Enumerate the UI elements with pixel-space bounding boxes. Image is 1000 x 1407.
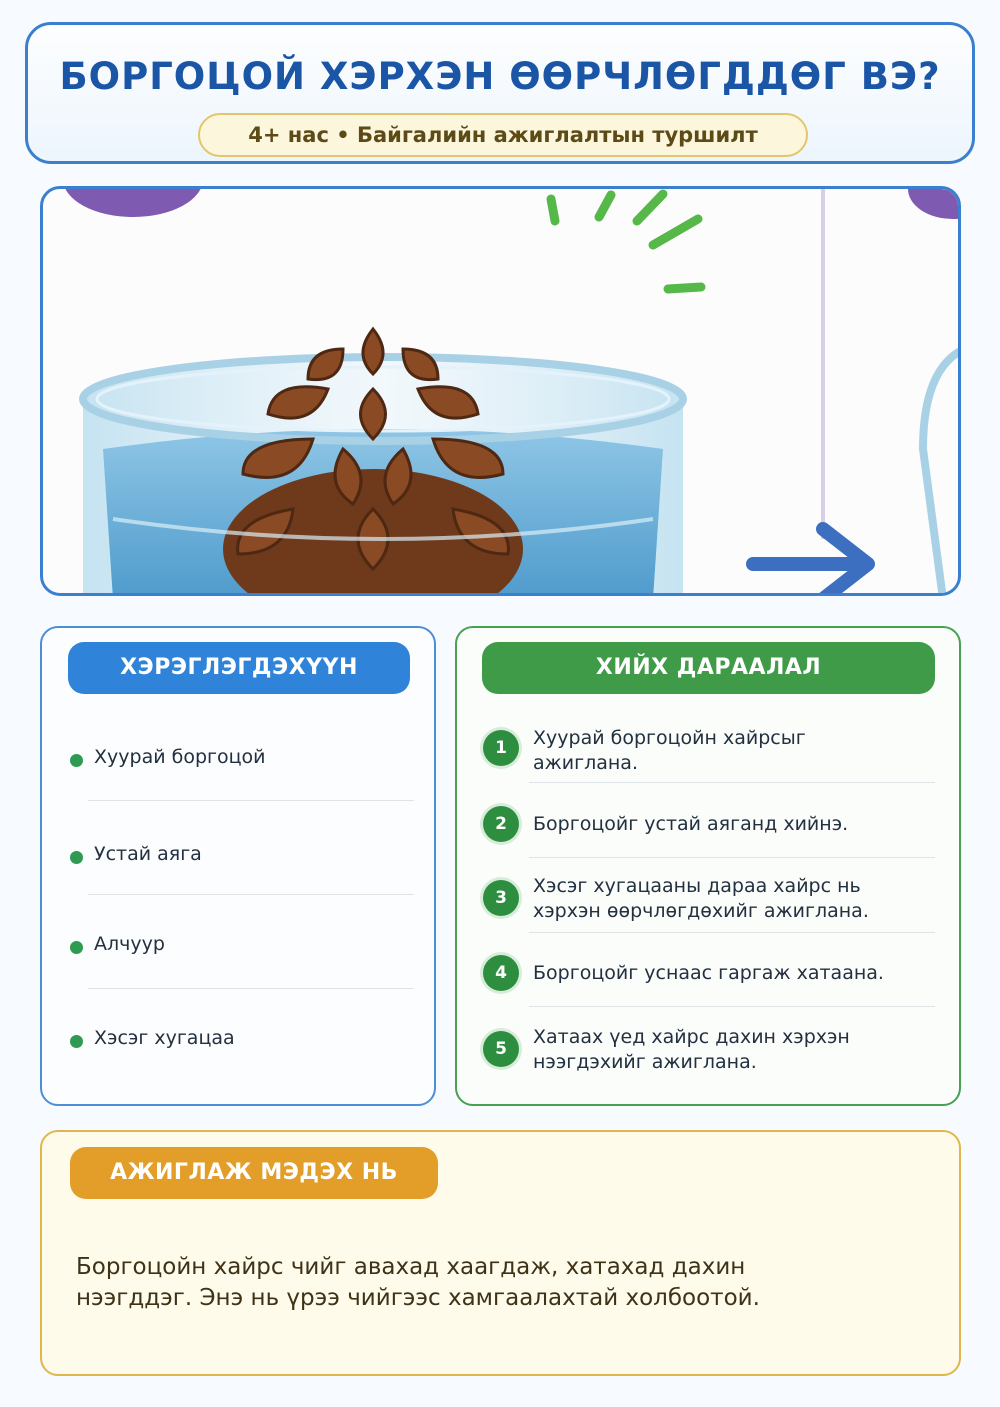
- steps-heading: ХИЙХ ДАРААЛАЛ: [482, 642, 935, 694]
- observation-text-line: Боргоцойн хайрс чийг авахад хаагдаж, хатахад дахин: [76, 1254, 746, 1280]
- material-item: [68, 744, 414, 784]
- observation-text-line: нээгддэг. Энэ нь үрээ чийгээс хамгаалахтай холбоотой.: [76, 1285, 760, 1311]
- materials-heading: ХЭРЭГЛЭГДЭХҮҮН: [68, 642, 410, 694]
- material-item: [68, 841, 414, 881]
- divider: [529, 1006, 935, 1007]
- divider: [88, 800, 414, 801]
- step-text-line: Боргоцойг уснаас гаргаж хатаана.: [533, 962, 884, 984]
- step-text-line: Хуурай боргоцойн хайрсыг: [533, 727, 806, 749]
- step-item: [483, 812, 935, 852]
- bullet-dot-icon: [70, 1035, 83, 1048]
- material-label: Устай аяга: [94, 843, 202, 865]
- divider: [88, 988, 414, 989]
- pine-cone-bowl-illustration: [43, 189, 961, 596]
- header-banner: [25, 22, 975, 164]
- step-item: [483, 1025, 935, 1081]
- material-label: Хэсэг хугацаа: [94, 1027, 235, 1049]
- step-text-line: нээгдэхийг ажиглана.: [533, 1051, 757, 1073]
- step-item: [483, 874, 935, 930]
- material-item: [68, 1025, 414, 1065]
- divider: [529, 932, 935, 933]
- bullet-dot-icon: [70, 851, 83, 864]
- observation-heading: АЖИГЛАЖ МЭДЭХ НЬ: [70, 1147, 438, 1199]
- step-text: [533, 961, 933, 986]
- purple-decor-right: [908, 189, 961, 219]
- observation-card: [40, 1130, 961, 1376]
- step-text: [533, 874, 933, 924]
- material-label: Хуурай боргоцой: [94, 746, 266, 768]
- divider: [529, 782, 935, 783]
- step-text-line: Хатаах үед хайрс дахин хэрхэн: [533, 1026, 850, 1048]
- step-text-line: хэрхэн өөрчлөгдөхийг ажиглана.: [533, 900, 869, 922]
- bullet-dot-icon: [70, 754, 83, 767]
- step-text: [533, 1025, 933, 1075]
- divider: [529, 857, 935, 858]
- purple-decor-left: [63, 189, 203, 217]
- step-number-badge: 2: [483, 806, 519, 842]
- second-bowl-edge: [923, 349, 961, 596]
- material-item: [68, 931, 414, 971]
- step-number-badge: 1: [483, 730, 519, 766]
- step-text: [533, 812, 933, 837]
- arrow-right-icon: [753, 529, 868, 596]
- materials-card: [40, 626, 436, 1106]
- divider: [88, 894, 414, 895]
- step-text-line: Хэсэг хугацааны дараа хайрс нь: [533, 875, 861, 897]
- step-text: [533, 726, 933, 776]
- material-label: Алчуур: [94, 933, 165, 955]
- step-text-line: Боргоцойг устай аяганд хийнэ.: [533, 813, 849, 835]
- sparkle-lines: [551, 194, 701, 289]
- observation-text: [76, 1252, 926, 1314]
- step-number-badge: 3: [483, 880, 519, 916]
- page-title: БОРГОЦОЙ ХЭРХЭН ӨӨРЧЛӨГДДӨГ ВЭ?: [59, 55, 941, 98]
- step-item: [483, 961, 935, 1001]
- steps-card: [455, 626, 961, 1106]
- step-number-badge: 4: [483, 955, 519, 991]
- bullet-dot-icon: [70, 941, 83, 954]
- step-item: [483, 726, 935, 782]
- step-text-line: ажиглана.: [533, 752, 638, 774]
- step-number-badge: 5: [483, 1031, 519, 1067]
- subtitle-badge: 4+ нас • Байгалийн ажиглалтын туршилт: [198, 113, 808, 157]
- illustration-panel: [40, 186, 961, 596]
